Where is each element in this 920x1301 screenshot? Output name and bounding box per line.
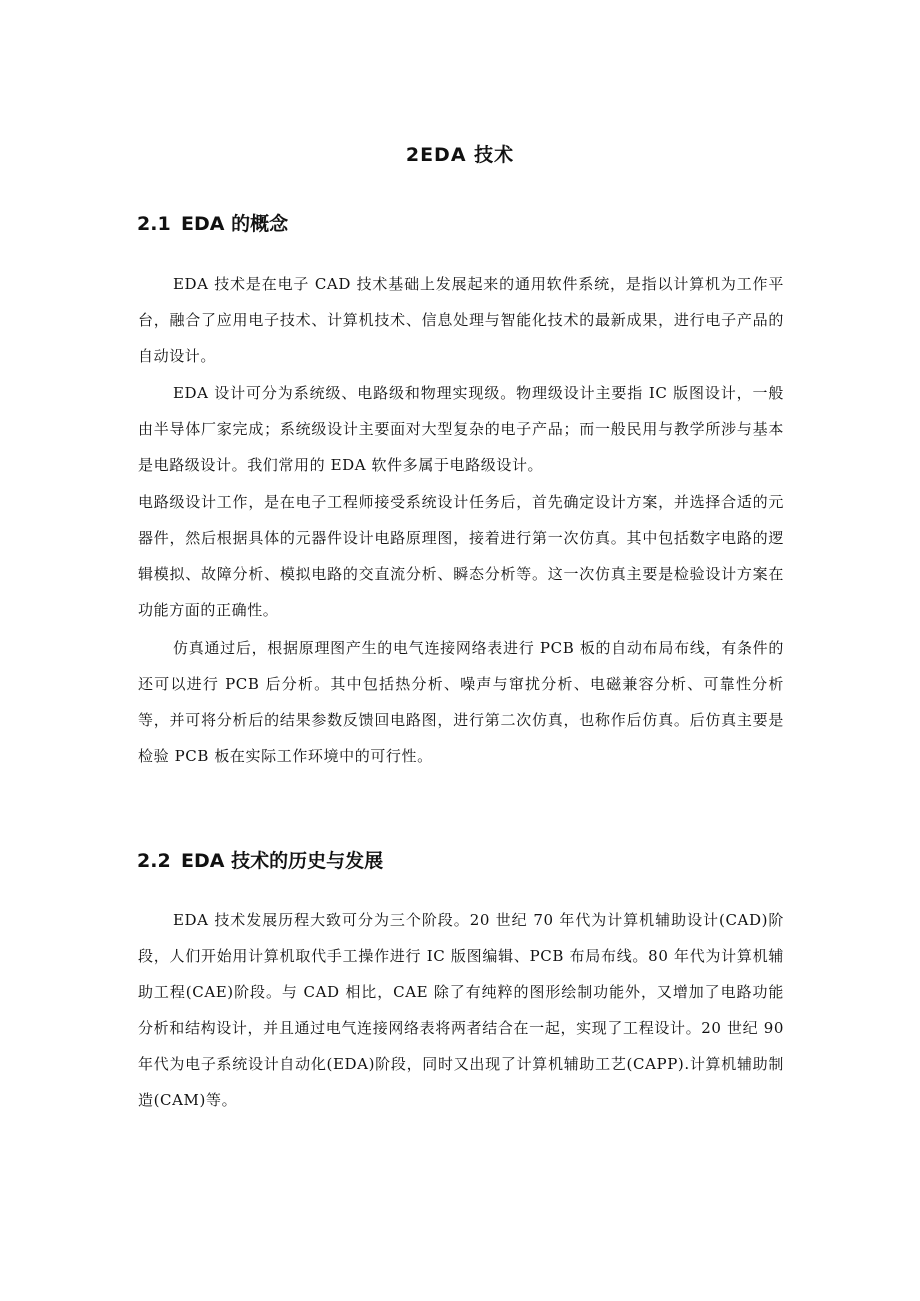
paragraph-eda-definition: EDA 技术是在电子 CAD 技术基础上发展起来的通用软件系统，是指以计算机为工作平台，融合了应用电子技术、计算机技术、信息处理与智能化技术的最新成果，进行电子产品的自动设计。 bbox=[138, 275, 784, 365]
paragraph-simulation-pcb: 仿真通过后，根据原理图产生的电气连接网络表进行 PCB 板的自动布局布线，有条件的还可以进行 PCB 后分析。其中包括热分析、噪声与窜扰分析、电磁兼容分析、可靠性分析等，并可将分析后的结果参数反馈回电路图，进行第二次仿真，也称作后仿真。后仿真主要是检验 PCB 板在实际工作环境中的可行性。 bbox=[138, 639, 784, 765]
section-title: EDA 的概念 bbox=[181, 213, 289, 235]
section-heading-2-1 bbox=[137, 209, 288, 236]
section-heading-2-2 bbox=[137, 846, 383, 873]
section-title: EDA 技术的历史与发展 bbox=[181, 850, 384, 872]
chapter-title: 2EDA 技术 bbox=[405, 144, 515, 166]
paragraph-eda-design-levels: EDA 设计可分为系统级、电路级和物理实现级。物理级设计主要指 IC 版图设计，一般由半导体厂家完成；系统级设计主要面对大型复杂的电子产品；而一般民用与教学所涉与基本是电路级设计。我们常用的 EDA 软件多属于电路级设计。 bbox=[138, 384, 784, 474]
paragraph-circuit-level-design: 电路级设计工作，是在电子工程师接受系统设计任务后，首先确定设计方案，并选择合适的元器件，然后根据具体的元器件设计电路原理图，接着进行第一次仿真。其中包括数字电路的逻辑模拟、故障分析、模拟电路的交直流分析、瞬态分析等。这一次仿真主要是检验设计方案在功能方面的正确性。 bbox=[138, 493, 784, 619]
section-number: 2.1 bbox=[137, 213, 171, 235]
paragraph-eda-history: EDA 技术发展历程大致可分为三个阶段。20 世纪 70 年代为计算机辅助设计(CAD)阶段，人们开始用计算机取代手工操作进行 IC 版图编辑、PCB 布局布线。80 年代为计算机辅助工程(CAE)阶段。与 CAD 相比，CAE 除了有纯粹的图形绘制功能外，又增加了电路功能分析和结构设计，并且通过电气连接网络表将两者结合在一起，实现了工程设计。20 世纪 90 年代为电子系统设计自动化(EDA)阶段，同时又出现了计算机辅助工艺(CAPP).计算机辅助制造(CAM)等。 bbox=[138, 911, 784, 1109]
section-number: 2.2 bbox=[137, 850, 171, 872]
